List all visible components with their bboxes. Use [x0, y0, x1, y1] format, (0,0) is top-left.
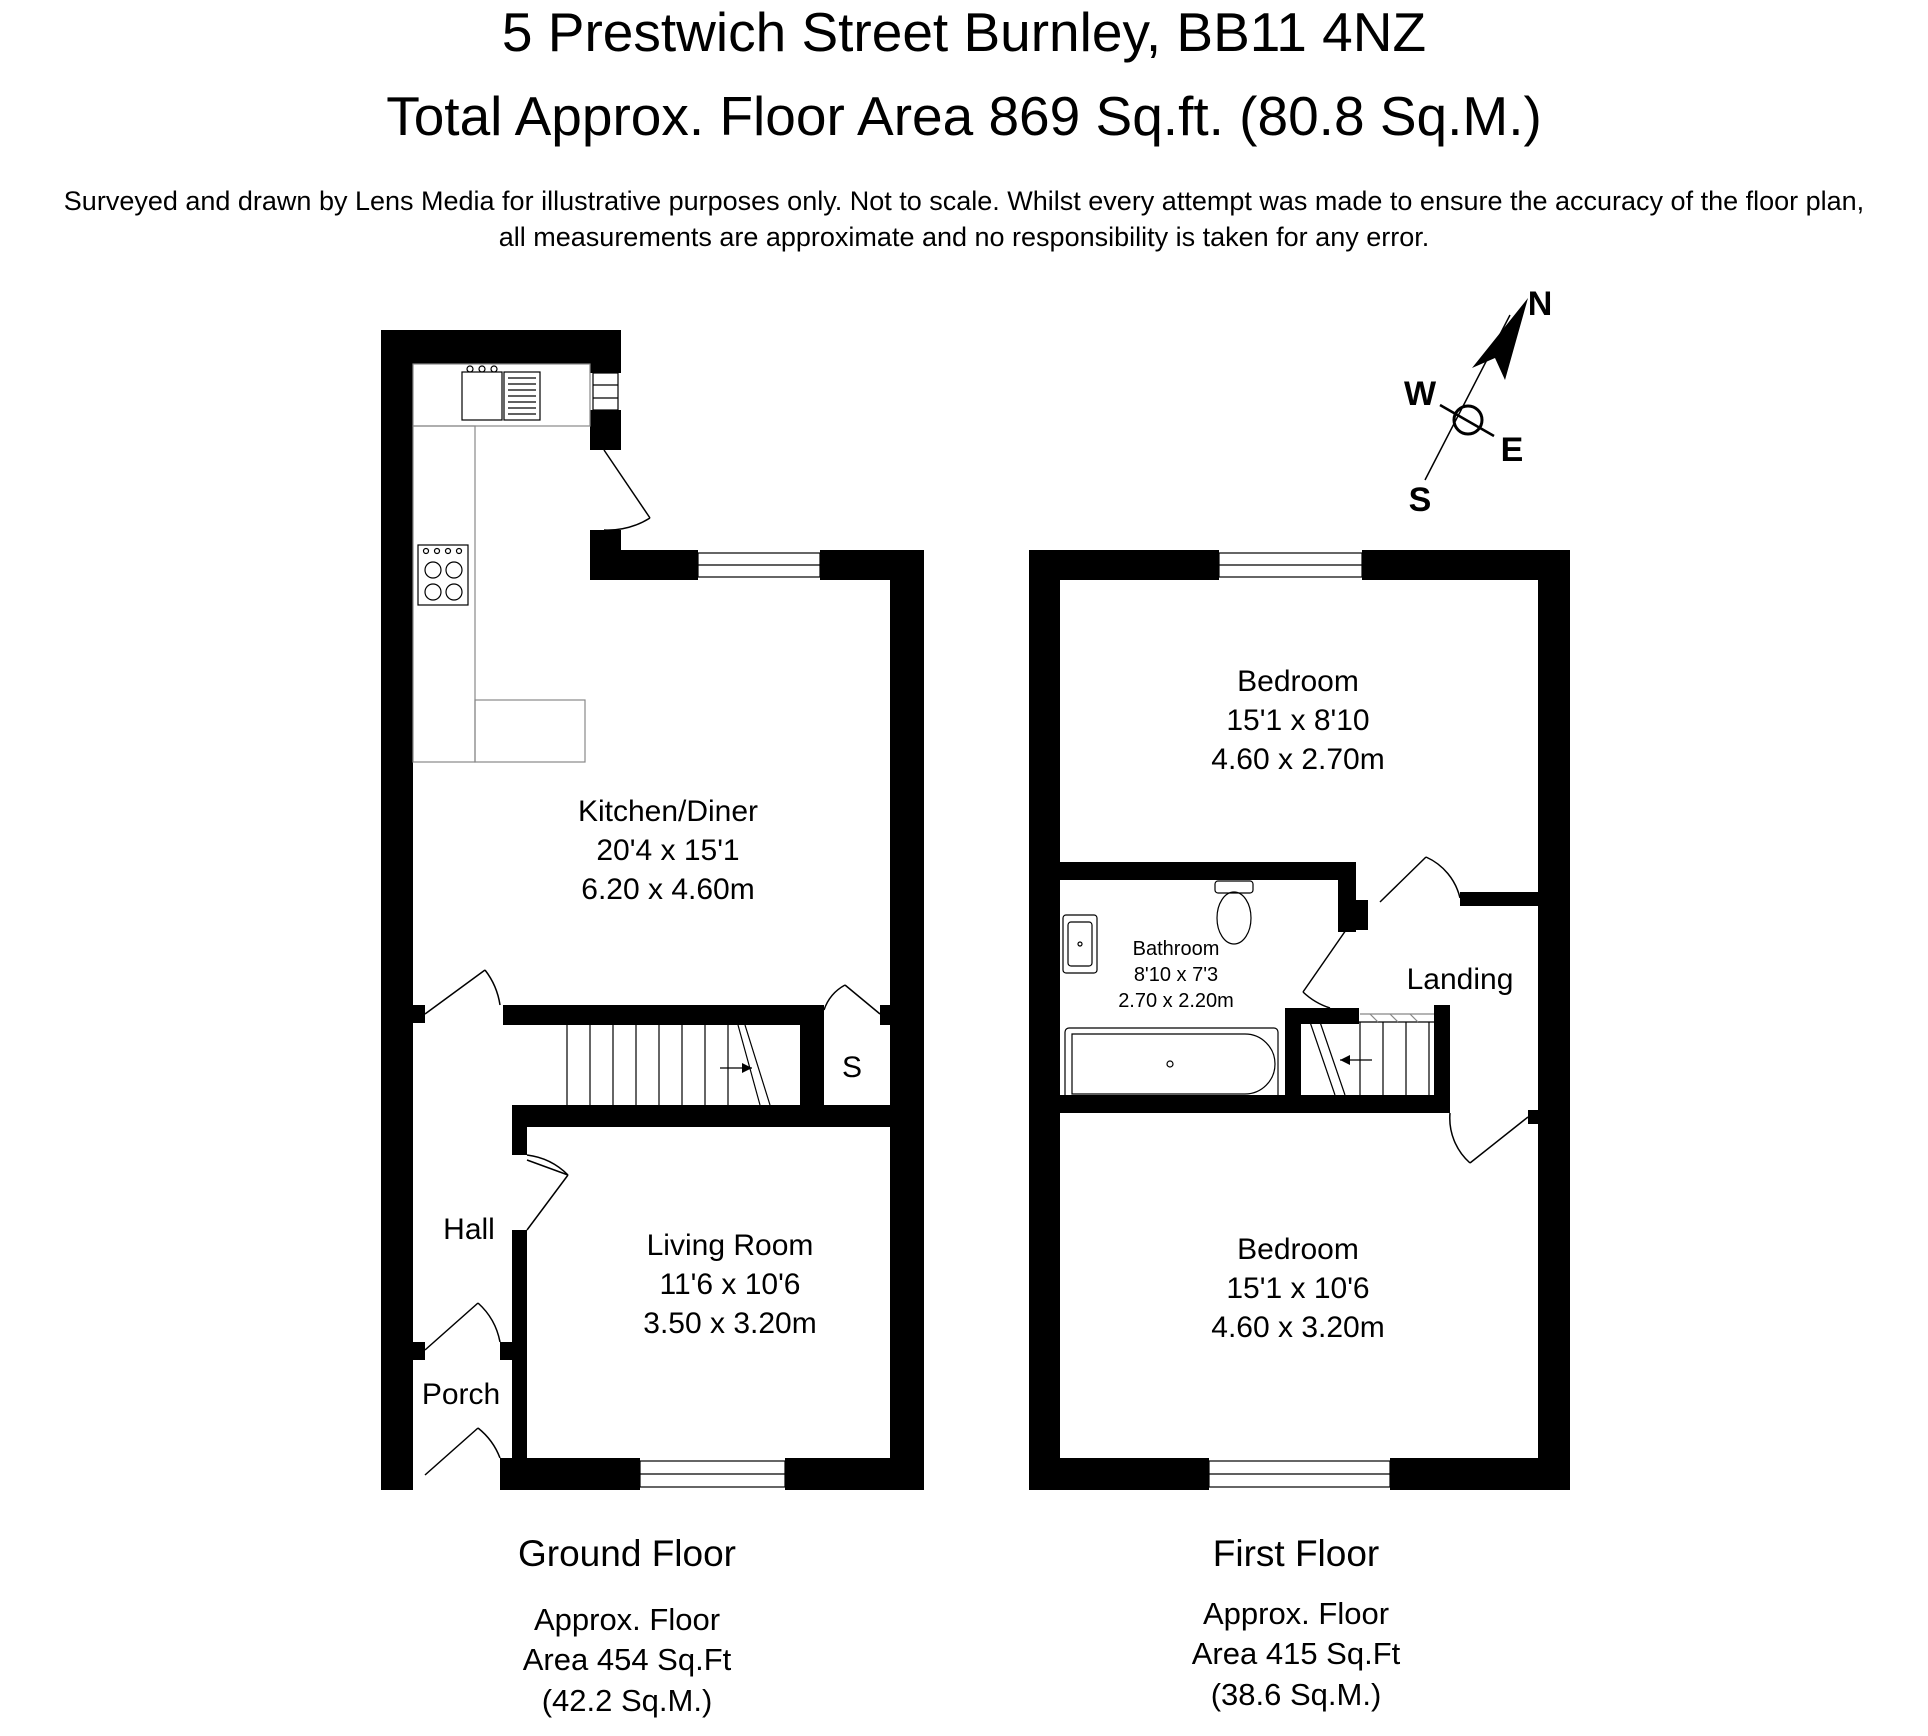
wall: [590, 410, 621, 450]
room-size-metric: 6.20 x 4.60m: [581, 873, 755, 906]
first-floor-stairs: [1301, 1014, 1434, 1095]
back-door: [604, 450, 650, 518]
wall: [512, 1105, 890, 1127]
bathroom-door: [1303, 930, 1346, 992]
ground-floor-title: Ground Floor: [518, 1533, 736, 1574]
disclaimer-line-1: Surveyed and drawn by Lens Media for illustrative purposes only. Not to scale. Whilst every attempt was made to ensure the accuracy of the floor plan,: [63, 186, 1865, 216]
area-line: Area 415 Sq.Ft: [1191, 1636, 1401, 1672]
porch-inner-door: [425, 1303, 478, 1350]
room-size-imperial: 20'4 x 15'1: [596, 834, 740, 867]
wall: [512, 1105, 527, 1155]
wall: [590, 330, 621, 373]
room-size-metric: 3.50 x 3.20m: [643, 1307, 817, 1340]
room-size-imperial: 15'1 x 10'6: [1226, 1272, 1370, 1305]
wall: [1029, 1458, 1209, 1490]
wall: [1538, 550, 1570, 1490]
kitchen-peninsula: [475, 700, 585, 762]
room-size-metric: 4.60 x 2.70m: [1211, 743, 1385, 776]
wall: [1338, 900, 1368, 930]
room-name: Kitchen/Diner: [577, 795, 759, 828]
wall: [500, 1458, 640, 1490]
wall: [800, 1005, 824, 1105]
room-size-imperial: 8'10 x 7'3: [1133, 964, 1219, 986]
front-bedroom-door: [1470, 1117, 1528, 1163]
first-floor-title: First Floor: [1212, 1533, 1380, 1574]
wall: [590, 550, 698, 580]
wall: [1528, 1110, 1538, 1124]
wall: [880, 1005, 890, 1025]
store-label: S: [841, 1051, 863, 1084]
wall: [1390, 1458, 1570, 1490]
wall: [1060, 1095, 1450, 1113]
north-arrow-icon: [1472, 298, 1528, 380]
rear-bedroom-door: [1380, 857, 1426, 902]
property-address: 5 Prestwich Street Burnley, BB11 4NZ: [501, 1, 1427, 63]
total-floor-area: Total Approx. Floor Area 869 Sq.ft. (80.8 Sq.M.): [386, 85, 1542, 147]
living-room-label: [643, 1226, 816, 1343]
bath: [1065, 1028, 1278, 1100]
wall: [1029, 550, 1060, 1490]
compass-west-label: W: [1403, 375, 1437, 413]
first-floor-area: [1192, 1594, 1401, 1715]
wall: [503, 1005, 823, 1025]
room-size-imperial: 11'6 x 10'6: [659, 1268, 801, 1301]
room-name: Living Room: [646, 1229, 814, 1262]
room-size-imperial: 15'1 x 8'10: [1226, 704, 1370, 737]
ground-floor-stairs: [567, 1025, 770, 1105]
room-name: Bedroom: [1237, 665, 1359, 698]
area-line: (38.6 Sq.M.): [1210, 1676, 1382, 1712]
front-door: [425, 1428, 478, 1475]
store-door: [845, 985, 880, 1014]
room-size-metric: 2.70 x 2.20m: [1118, 990, 1234, 1012]
area-line: Approx. Floor: [533, 1602, 721, 1637]
wall: [413, 1005, 425, 1023]
wall: [413, 1342, 425, 1360]
wall: [785, 1458, 924, 1490]
room-name: Bathroom: [1132, 938, 1220, 960]
area-line: Approx. Floor: [1202, 1596, 1390, 1631]
living-room-door: [527, 1160, 568, 1175]
kitchen-hall-door: [425, 970, 485, 1014]
area-line: Area 454 Sq.Ft: [522, 1642, 732, 1678]
bathroom-label: [1118, 936, 1234, 1014]
disclaimer-line-2: all measurements are approximate and no responsibility is taken for any error.: [498, 222, 1430, 252]
compass-north-label: N: [1527, 285, 1553, 323]
wall: [1434, 1005, 1450, 1113]
sink: [462, 372, 502, 420]
wall: [1460, 892, 1538, 906]
kitchen-worktop: [413, 426, 475, 762]
wall: [500, 1342, 527, 1360]
landing-label: Landing: [1406, 963, 1514, 996]
hall-label: Hall: [443, 1213, 495, 1246]
rear-bedroom-label: [1211, 662, 1384, 779]
ground-floor-area: [523, 1600, 732, 1721]
area-line: (42.2 Sq.M.): [541, 1682, 713, 1718]
wall: [1060, 862, 1356, 880]
wall: [381, 330, 413, 1490]
compass-south-label: S: [1408, 481, 1432, 519]
front-bedroom-label: [1211, 1230, 1384, 1347]
room-size-metric: 4.60 x 3.20m: [1211, 1311, 1385, 1344]
compass-east-label: E: [1500, 431, 1524, 469]
kitchen-side-window: [593, 373, 618, 410]
porch-label: Porch: [421, 1378, 501, 1411]
room-name: Bedroom: [1237, 1233, 1359, 1266]
wall: [381, 330, 621, 364]
kitchen-diner-label: [578, 792, 758, 909]
toilet: [1215, 881, 1253, 893]
wall: [1285, 1008, 1301, 1110]
wall: [890, 550, 924, 1490]
